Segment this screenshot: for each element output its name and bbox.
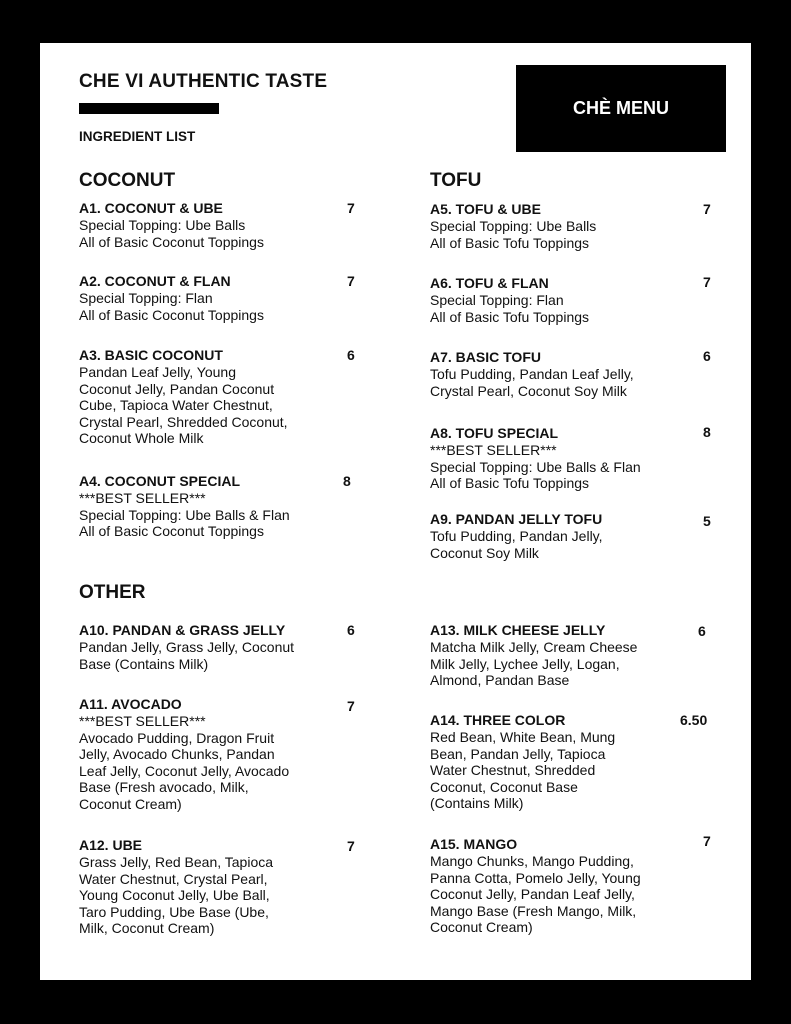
item-description: Pandan Leaf Jelly, Young Coconut Jelly, Pandan Coconut Cube, Tapioca Water Chestnut, Crystal Pearl, Shredded Coconut, Coconut Whole Milk (79, 364, 288, 447)
menu-label: CHÈ MENU (572, 98, 669, 118)
item-name: A8. TOFU SPECIAL (430, 425, 559, 441)
item-price: 7 (347, 838, 355, 854)
item-price: 6 (347, 622, 355, 638)
item-name: A13. MILK CHEESE JELLY (430, 622, 606, 638)
item-name: A11. AVOCADO (79, 696, 182, 712)
section-tofu: TOFU (430, 170, 482, 191)
item-description: Tofu Pudding, Pandan Jelly, Coconut Soy Milk (430, 528, 603, 561)
menu-page (40, 43, 751, 980)
item-name: A1. COCONUT & UBE (79, 200, 223, 216)
menu-item (430, 836, 730, 936)
brand-underline-bar (79, 103, 219, 114)
item-name: A3. BASIC COCONUT (79, 347, 223, 363)
menu-item (79, 347, 379, 447)
item-name: A7. BASIC TOFU (430, 349, 541, 365)
menu-item (430, 349, 730, 399)
item-description: ***BEST SELLER*** Special Topping: Ube Balls & Flan All of Basic Tofu Toppings (430, 442, 641, 492)
item-name: A9. PANDAN JELLY TOFU (430, 511, 603, 527)
item-description: Grass Jelly, Red Bean, Tapioca Water Chestnut, Crystal Pearl, Young Coconut Jelly, Ube Ball, Taro Pudding, Ube Base (Ube, Milk, Coconut Cream) (79, 854, 274, 937)
item-name: A2. COCONUT & FLAN (79, 273, 231, 289)
item-price: 6 (347, 347, 355, 363)
menu-item (79, 273, 379, 323)
menu-item (79, 622, 379, 672)
menu-item (79, 837, 379, 937)
section-other: OTHER (79, 582, 146, 603)
item-description: ***BEST SELLER*** Special Topping: Ube Balls & Flan All of Basic Coconut Toppings (79, 490, 290, 540)
menu-item (430, 425, 730, 492)
item-description: Pandan Jelly, Grass Jelly, Coconut Base (Contains Milk) (79, 639, 295, 672)
item-description: Special Topping: Flan All of Basic Coconut Toppings (79, 290, 264, 323)
item-price: 8 (703, 424, 711, 440)
menu-label-box (516, 65, 726, 152)
item-name: A14. THREE COLOR (430, 712, 566, 728)
item-price: 7 (347, 273, 355, 289)
item-price: 6 (703, 348, 711, 364)
item-name: A4. COCONUT SPECIAL (79, 473, 241, 489)
item-price: 7 (703, 833, 711, 849)
menu-item (79, 473, 379, 540)
item-price: 7 (703, 201, 711, 217)
section-coconut: COCONUT (79, 170, 176, 191)
item-description: Red Bean, White Bean, Mung Bean, Pandan Jelly, Tapioca Water Chestnut, Shredded Coconut, Coconut Base (Contains Milk) (430, 729, 616, 812)
brand-title: CHE VI AUTHENTIC TASTE (79, 71, 328, 92)
item-price: 7 (703, 274, 711, 290)
item-price: 7 (347, 200, 355, 216)
item-price: 5 (703, 513, 711, 529)
item-name: A10. PANDAN & GRASS JELLY (79, 622, 286, 638)
item-description: Matcha Milk Jelly, Cream Cheese Milk Jelly, Lychee Jelly, Logan, Almond, Pandan Base (430, 639, 638, 689)
item-description: Special Topping: Ube Balls All of Basic Tofu Toppings (430, 218, 597, 251)
item-description: Mango Chunks, Mango Pudding, Panna Cotta, Pomelo Jelly, Young Coconut Jelly, Pandan Leaf Jelly, Mango Base (Fresh Mango, Milk, Coconut Cream) (430, 853, 641, 936)
item-name: A15. MANGO (430, 836, 518, 852)
item-price: 6.50 (680, 712, 708, 728)
item-description: Tofu Pudding, Pandan Leaf Jelly, Crystal Pearl, Coconut Soy Milk (430, 366, 634, 399)
item-price: 8 (343, 473, 351, 489)
item-description: Special Topping: Ube Balls All of Basic Coconut Toppings (79, 217, 264, 250)
subtitle: INGREDIENT LIST (79, 129, 196, 144)
item-price: 6 (698, 623, 706, 639)
item-name: A12. UBE (79, 837, 143, 853)
item-name: A5. TOFU & UBE (430, 201, 541, 217)
menu-item (430, 201, 730, 251)
menu-item (430, 511, 730, 561)
menu-item (430, 622, 730, 689)
item-name: A6. TOFU & FLAN (430, 275, 549, 291)
menu-item (79, 200, 379, 250)
item-description: ***BEST SELLER*** Avocado Pudding, Dragon Fruit Jelly, Avocado Chunks, Pandan Leaf Jelly, Coconut Jelly, Avocado Base (Fresh avocado, Milk, Coconut Cream) (79, 713, 290, 812)
menu-item (430, 275, 730, 325)
item-description: Special Topping: Flan All of Basic Tofu Toppings (430, 292, 590, 325)
item-price: 7 (347, 698, 355, 714)
menu-item (79, 696, 379, 813)
